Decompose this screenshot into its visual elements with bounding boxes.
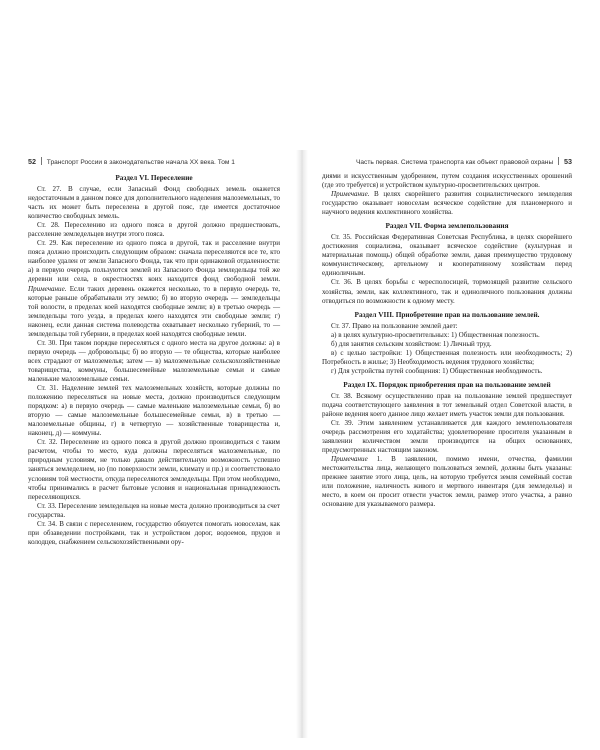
note-label: Примечание (331, 455, 368, 464)
bottom-margin (0, 738, 600, 750)
section-heading: Раздел VII. Форма землепользования (385, 221, 509, 231)
section-heading: Раздел VI. Переселение (115, 173, 193, 182)
article-paragraph: Ст. 27. В случае, если Запасный Фонд свободных земель окажется недостаточным в данном поясе для дополнительного наделения малоземельных, то часть их может быть переселена в другой пояс, где имеется достаточное количество свободных земель. (28, 185, 280, 221)
book-gutter (296, 150, 308, 750)
right-running-title: Часть первая. Система транспорта как объект правовой охраны (355, 159, 554, 166)
section-heading: Раздел VIII. Приобретение прав на пользование землей. (354, 309, 540, 319)
note-label: Примечание. (28, 284, 67, 293)
left-running-title: Транспорт России в законодательстве начала XX века. Том 1 (46, 159, 235, 166)
left-page-number: 52 (28, 157, 36, 166)
left-page-column (28, 172, 280, 547)
article-paragraph: Ст. 33. Переселение земледельцев на новые места должно производиться за счет государства. (28, 501, 280, 519)
article-paragraph: Ст. 31. Наделение землей тех малоземельных хозяйств, которые должны по положению переселяться на новые места, должно производиться следующим порядком: а) в первую очередь — самые маленькие малоземельные семьи, б) во вторую — самые малоземельные большесемейные семьи, в) в третью — малоземельные общины, г) в четвертую — хозяйственные товарищества и, наконец, д) — коммуны. (28, 384, 280, 438)
article-paragraph: Ст. 39. Этим заявлением устанавливается для каждого землепользователя очередь рассмотрения его ходатайства; удовлетворение просителя указанным в заявлении количеством земли производится на общих основаниях, предусмотренных настоящим законом. (322, 419, 572, 455)
list-item: а) в целях культурно-просветительных: 1) Общественная полезность. (331, 330, 540, 339)
list-item: г) Для устройства путей сообщения: 1) Общественная необходимость. (331, 366, 543, 375)
right-page-column (322, 172, 572, 510)
note-paragraph (322, 190, 572, 217)
note-label: Примечание. (331, 190, 370, 199)
article-paragraph: Ст. 36. В целях борьбы с чересполосицей, тормозящей развитие сельского хозяйства, земли, как коллективного, так и единоличного пользования должны отводиться по возможности к одному месту. (322, 278, 572, 305)
article-continuation: диями и искусственным удобрением, путем создания искусственных орошений (где это требуется) и устройством культурно-просветительских центров. (322, 172, 572, 190)
left-page-header (28, 157, 235, 166)
right-page-number: 53 (564, 157, 572, 166)
note-text: В целях скорейшего развития социалистического земледелия государство оказывает новоселам всяческое содействие для планомерного и научного ведения коллективного хозяйства. (322, 190, 572, 217)
note-text: Если таких деревень окажется несколько, то в первую очередь те, которые раньше обрабатывали эту землю; б) во вторую очередь — земледельцы той волости, в пределах коей находятся свободные земли; в) в третью очередь — земледельцы того уезда, в пределах коего находятся эти свободные земли; г) наконец, если данная система полеводства охватывает несколько губерний, то — земледельцы той губернии, в пределах коей находятся свободные земли. (28, 284, 281, 338)
article-paragraph: Ст. 32. Переселение из одного пояса в другой должно производиться с таким расчетом, чтобы то место, куда должны переселяться малоземельные, по природным условиям, не только давало действительную возможность успешно заняться земледелием, но (по поверхности земли, климату и пр.) и соответствовало условиям той местности, откуда переселяются земледельцы. При этом необходимо, чтобы принимались в расчет бытовые условия и национальная принадлежность переселяющихся. (28, 438, 280, 501)
header-divider (41, 157, 42, 165)
article-paragraph: Ст. 35. Российская Федеративная Советская Республика, в целях скорейшего достижения социализма, оказывает всяческое содействие (культурная и материальная помощь) общей обработке земли, давая преимущество трудовому коммунистическому, артельному и кооперативному хозяйствам перед единоличным. (322, 233, 572, 278)
article-paragraph: Ст. 37. Право на пользование землей дает: (331, 321, 458, 330)
note-paragraph (322, 455, 572, 509)
list-item: в) с целью застройки: 1) Общественная полезность или необходимость; 2) Потребность в жилье; 3) Необходимость ведения трудового хозяйства; (322, 348, 572, 366)
article-paragraph: Ст. 38. Всякому осуществлению прав на пользование землей предшествует подача соответствующего заявления в тот земельный отдел Советской власти, в районе ведения коего данное лицо желает иметь участок земли для пользования. (322, 391, 572, 418)
article-text: Ст. 29. Как переселение из одного пояса в другой, так и расселение внутри пояса должно происходить следующим образом: сначала переселяются все те, кто наиболее удален от земли Запасного Фонда, так что при одинаковой отдаленности: а) в первую очередь пользуются землей из Запасного Фонда земледельцы той же деревни или села, в окрестностях коих находится фонд свободной земли. (28, 239, 280, 284)
header-divider (558, 157, 559, 165)
article-paragraph (28, 239, 280, 339)
article-paragraph: Ст. 34. В связи с переселением, государство обязуется помогать новоселам, как при обзаведении постройками, так и устройством дорог, водоемов, прудов и колодцев, снабжением сельскохозяйственными ору- (28, 519, 280, 546)
article-paragraph: Ст. 30. При таком порядке переселяться с одного места на другое должны: а) в первую очередь — добровольцы; б) во вторую — те общества, которые наиболее всех страдают от малоземелья; затем — в) малоземельные сельскохозяйственные товарищества, коммуны, большесемейные малоземельные семьи и самые маленькие малоземельные семьи. (28, 338, 280, 383)
list-item: б) для занятия сельским хозяйством: 1) Личный труд. (331, 339, 492, 348)
article-paragraph: Ст. 28. Переселению из одного пояса в другой должно предшествовать, расселение земледельцев внутри этого пояса. (28, 221, 280, 239)
section-heading: Раздел IX. Порядок приобретения прав на пользование землей (343, 379, 551, 389)
note-text: 1. В заявлении, помимо имени, отчества, фамилии местожительства лица, желающего пользоваться землей, должны быть указаны: прежнее занятие этого лица, цель, на которую требуется земля семейный состав или положение, наличность живого и мертвого инвентаря (для земледелья) и место, в коем он просит отвести участок земли, размер этого участка, а равно основание для указываемого размера. (322, 455, 572, 509)
top-margin (0, 0, 600, 150)
right-page-header (356, 157, 572, 166)
